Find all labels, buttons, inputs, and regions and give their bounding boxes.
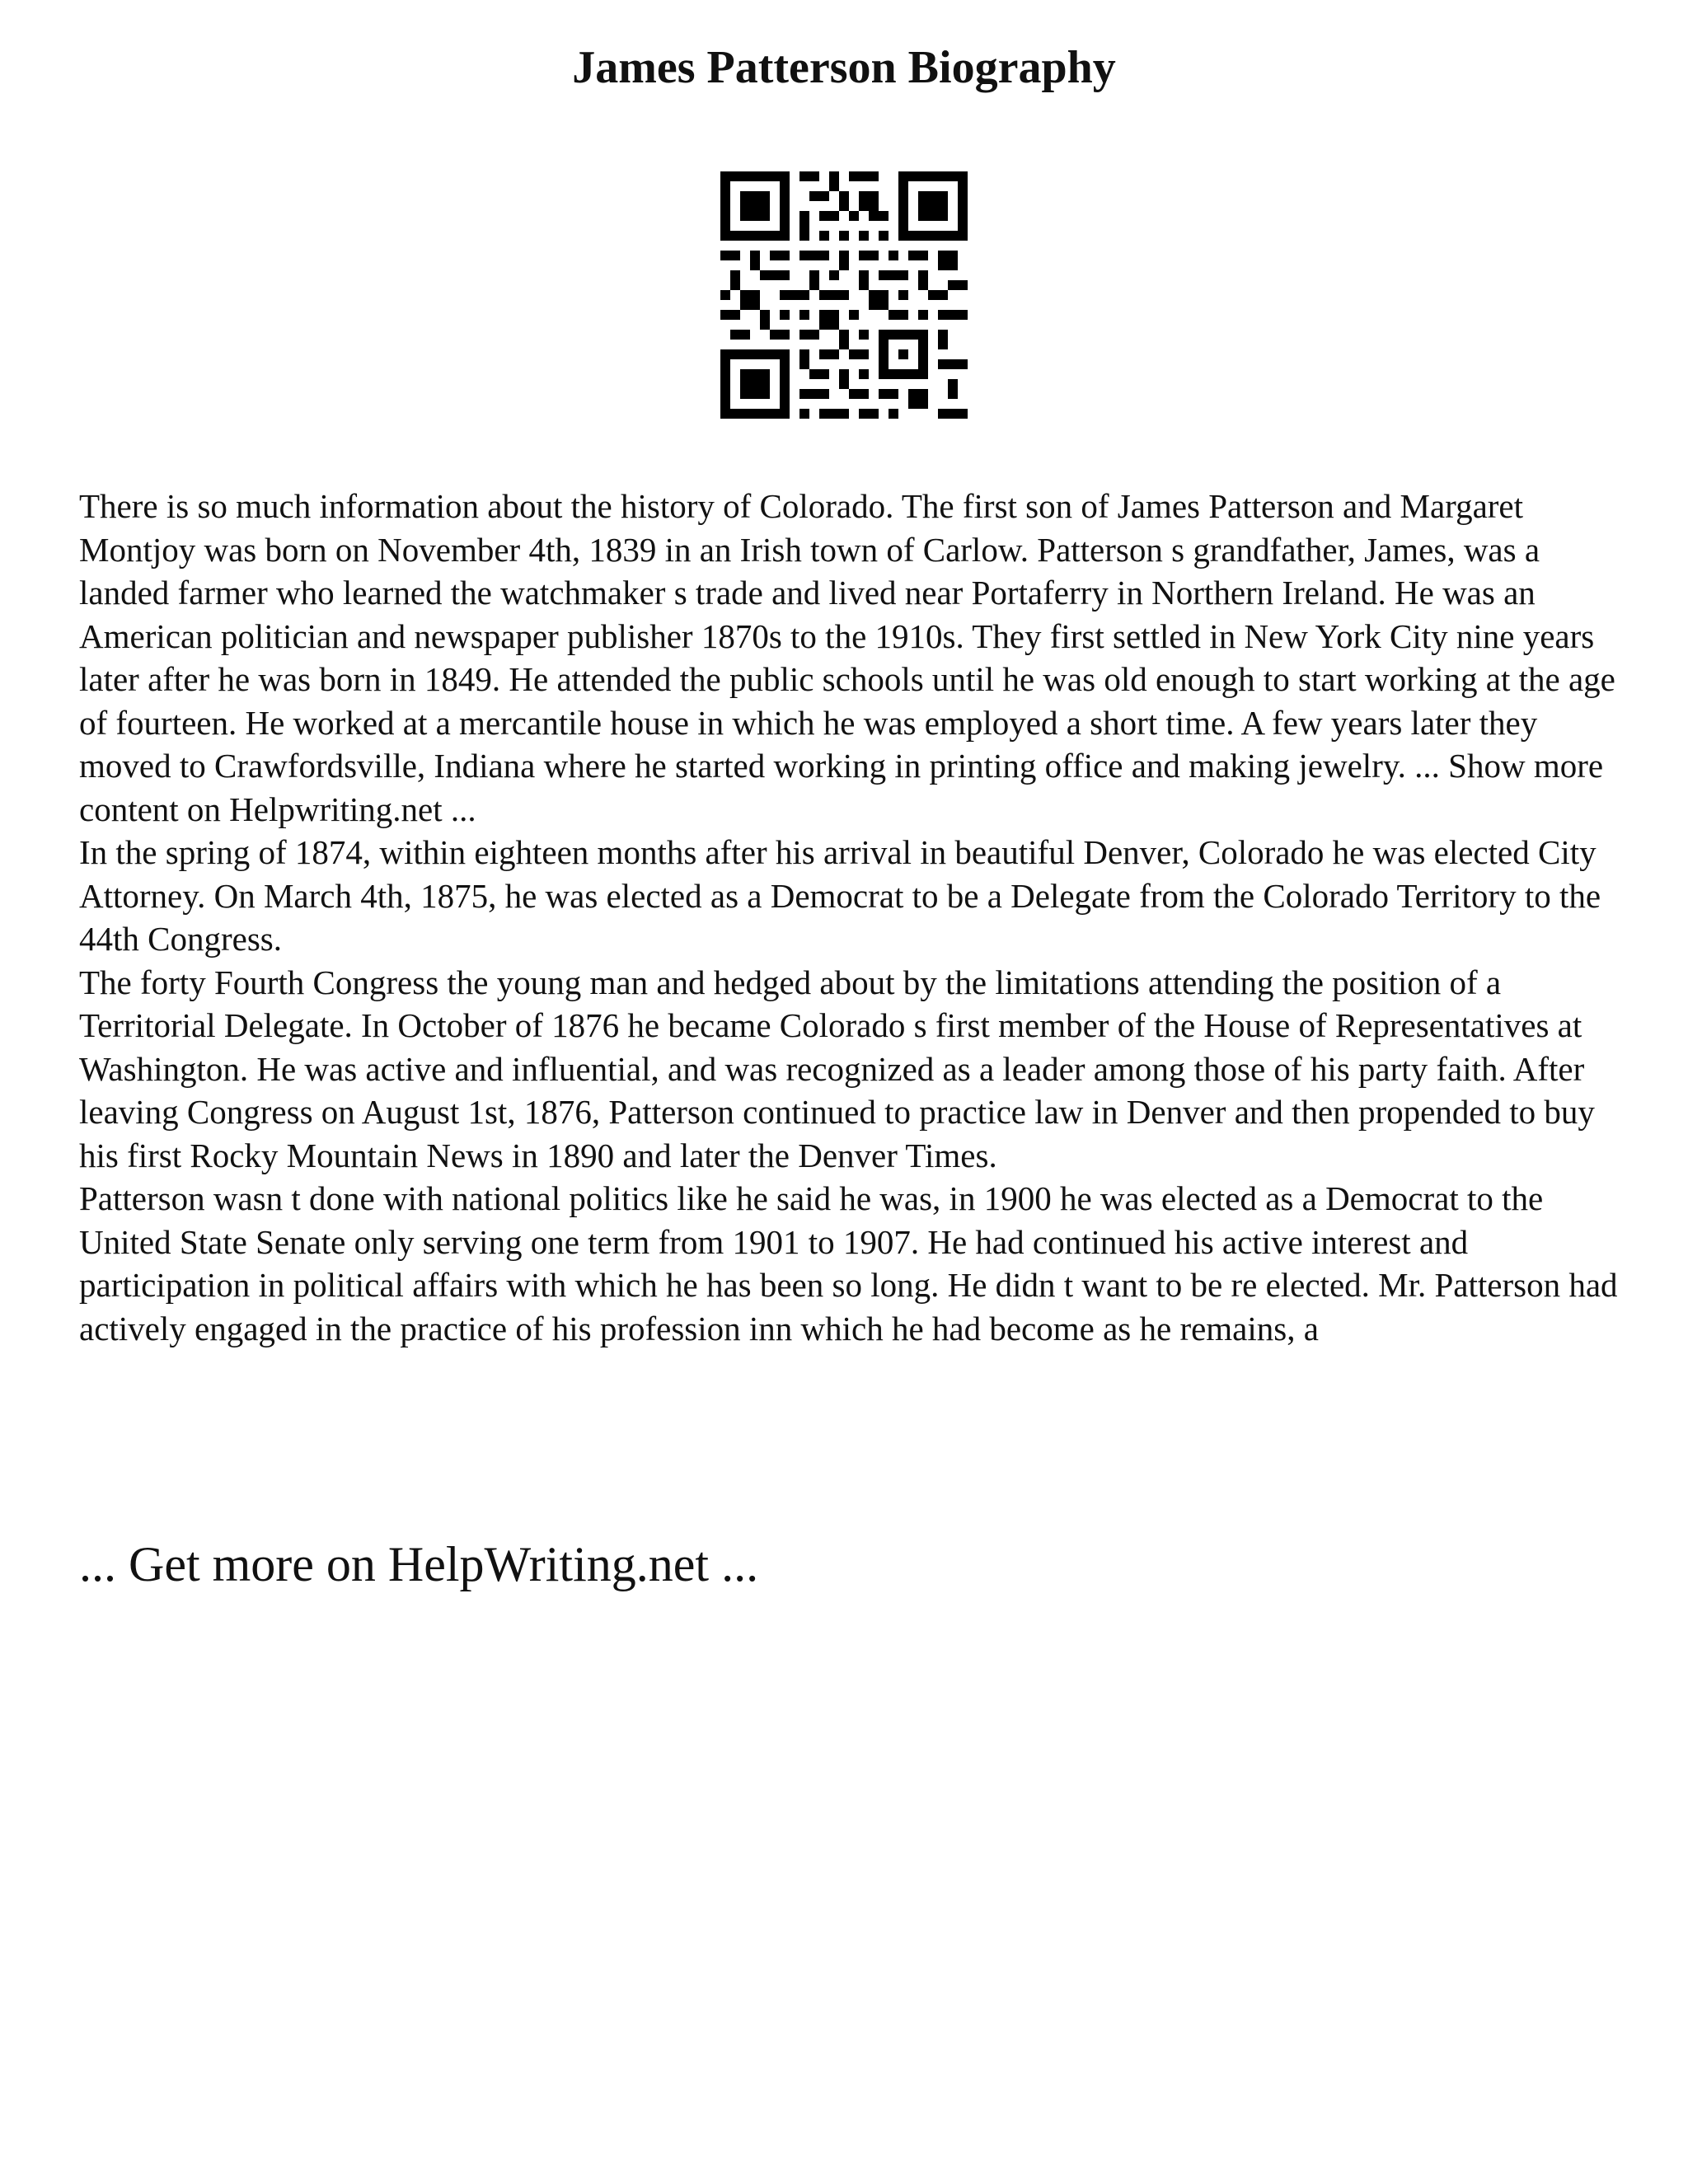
page-title: James Patterson Biography <box>572 42 1116 93</box>
get-more-link[interactable]: ... Get more on HelpWriting.net ... <box>79 1537 759 1591</box>
paragraph: The forty Fourth Congress the young man and hedged about by the limitations attending the position of a Territorial Delegate. In October of 1876 he became Colorado s first member of the House of Representatives at Washington. He was active and influential, and was recognized as a leader among those of his party faith. After leaving Congress on August 1st, 1876, Patterson continued to practice law in Denver and then propended to buy his first Rocky Mountain News in 1890 and later the Denver Times. <box>79 963 1595 1174</box>
qr-code <box>720 171 968 419</box>
paragraph: There is so much information about the history of Colorado. The first son of James Patterson and Margaret Montjoy was born on November 4th, 1839 in an Irish town of Carlow. Patterson s grandfather, James, was a landed farmer who learned the watchmaker s trade and lived near Portaferry in Northern Ireland. He was an American politician and newspaper publisher 1870s to the 1910s. They first settled in New York City nine years later after he was born in 1849. He attended the public schools until he was old enough to start working at the age of fourteen. He worked at a mercantile house in which he was employed a short time. A few years later they moved to Crawfordsville, Indiana where he started working in printing office and making jewelry. ... Show more content on Helpwriting.net ... <box>79 487 1615 828</box>
paragraph: Patterson wasn t done with national politics like he said he was, in 1900 he was elected as a Democrat to the United State Senate only serving one term from 1901 to 1907. He had continued his active interest and participation in political affairs with which he has been so long. He didn t want to be re elected. Mr. Patterson had actively engaged in the practice of his profession inn which he had become as he remains, a <box>79 1179 1618 1347</box>
qr-code-icon <box>720 171 968 419</box>
article-body <box>79 485 1629 1350</box>
paragraph: In the spring of 1874, within eighteen months after his arrival in beautiful Denver, Colorado he was elected City Attorney. On March 4th, 1875, he was elected as a Democrat to be a Delegate from the Colorado Territory to the 44th Congress. <box>79 833 1601 958</box>
